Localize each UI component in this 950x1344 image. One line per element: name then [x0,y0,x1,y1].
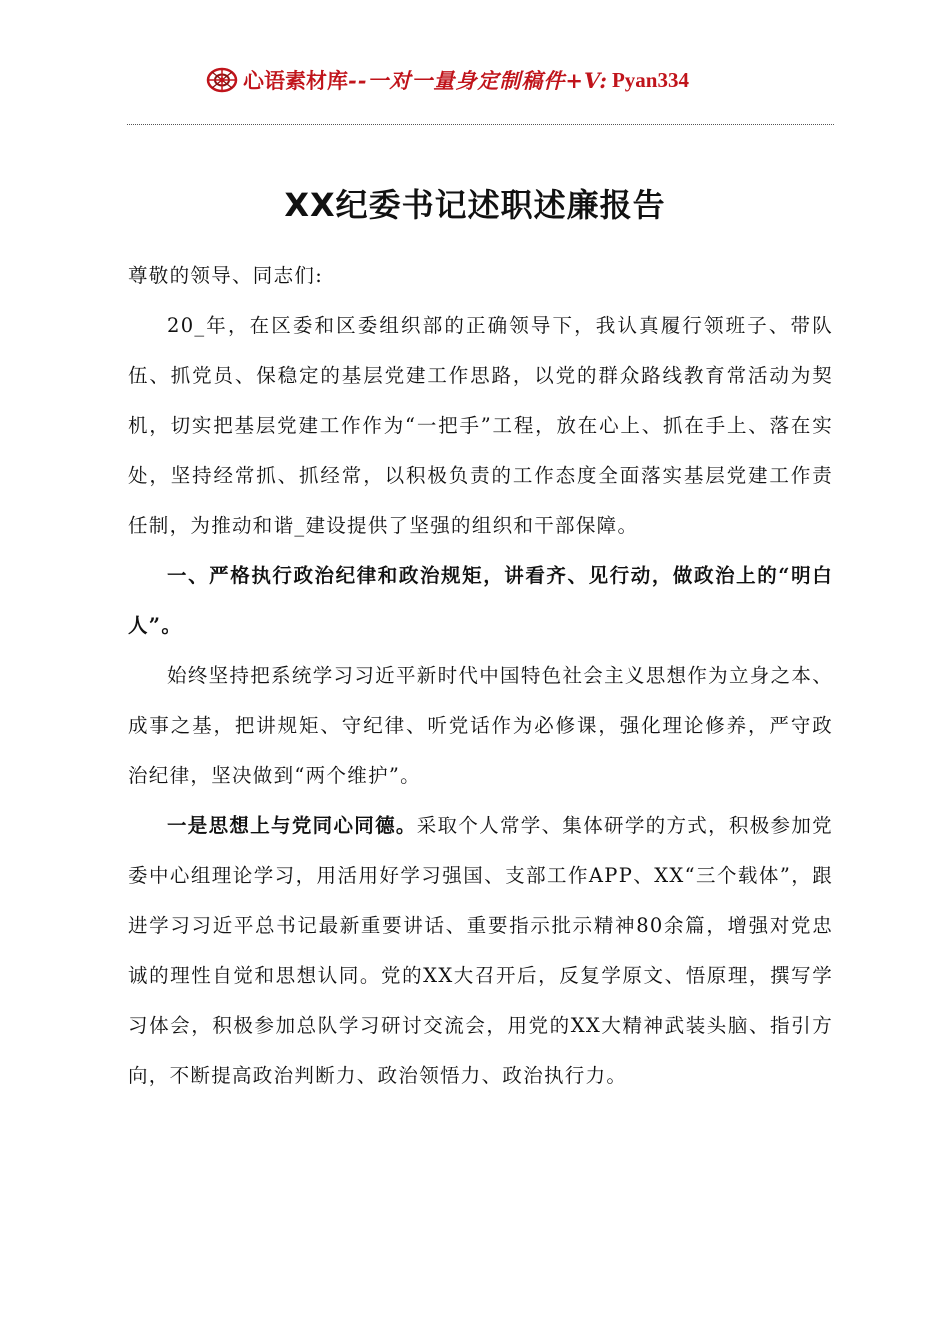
page-header [205,62,689,98]
header-tagline: --一对一量身定制稿件+V: [348,68,608,93]
paragraph-point-one [128,801,833,1101]
salutation: 尊敬的领导、同志们: [128,264,324,287]
paragraph-study: 始终坚持把系统学习习近平新时代中国特色社会主义思想作为立身之本、成事之基，把讲规矩、守纪律、听党话作为必修课，强化理论修养，严守政治纪律，坚决做到“两个维护”。 [128,664,833,787]
section-heading: 一、严格执行政治纪律和政治规矩，讲看齐、见行动，做政治上的“明白人”。 [128,564,833,637]
wheel-logo-icon [205,65,241,95]
point-one-lead: 一是思想上与党同心同德。 [167,814,417,837]
paragraph-intro: 20_年，在区委和区委组织部的正确领导下，我认真履行领班子、带队伍、抓党员、保稳定的基层党建工作思路，以党的群众路线教育常活动为契机，切实把基层党建工作作为“一把手”工程，放在心上、抓在手上、落在实处，坚持经常抓、抓经常，以积极负责的工作态度全面落实基层党建工作责任制，为推动和谐_建设提供了坚强的组织和干部保障。 [128,314,833,537]
header-divider [127,124,834,125]
document-body [128,251,833,1101]
document-title: XX纪委书记述职述廉报告 [284,186,666,224]
header-contact: Pyan334 [611,67,689,92]
point-one-body: 采取个人常学、集体研学的方式，积极参加党委中心组理论学习，用活用好学习强国、支部工作APP、XX“三个载体”，跟进学习习近平总书记最新重要讲话、重要指示批示精神80余篇，增强对党忠诚的理性自觉和思想认同。党的XX大召开后，反复学原文、悟原理，撰写学习体会，积极参加总队学习研讨交流会，用党的XX大精神武装头脑、指引方向，不断提高政治判断力、政治领悟力、政治执行力。 [128,814,833,1087]
brand-name: 心语素材库 [243,69,348,93]
